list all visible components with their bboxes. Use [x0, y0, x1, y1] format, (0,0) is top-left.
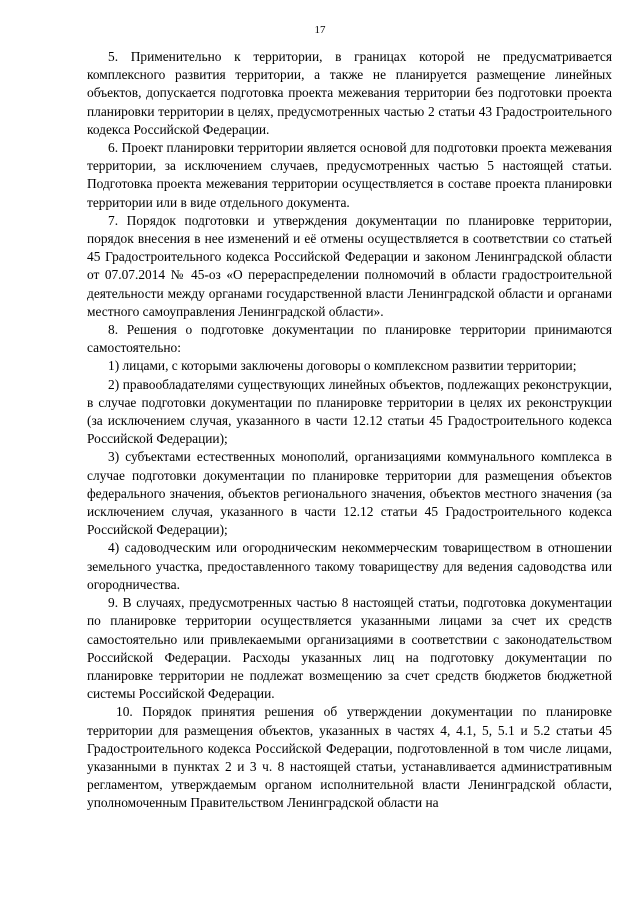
list-item-8-4: 4) садоводческим или огородническим некоммерческим товариществом в отношении земельного участка, предоставленного такому товариществу для ведения садоводства или огородничества.: [87, 540, 612, 592]
paragraph-7: 7. Порядок подготовки и утверждения документации по планировке территории, порядок внесения в нее изменений и её отмены осуществляется в соответствии со статьей 45 Градостроительного кодекса Российской Федерации и законом Ленинградской области от 07.07.2014 № 45-оз «О перераспределении полномочий в области градостроительной деятельности между органами государственной власти Ленинградской области и органами местного самоуправления Ленинградской области».: [87, 212, 612, 319]
list-item-8-2: 2) правообладателями существующих линейных объектов, подлежащих реконструкции, в случае подготовки документации по планировке территории в целях их реконструкции (за исключением случая, указанного в части 12.12 статьи 45 Градостроительного кодекса Российской Федерации);: [87, 376, 612, 447]
list-item-8-3: 3) субъектами естественных монополий, организациями коммунального комплекса в случае подготовки документации по планировке территории для размещения объектов федерального значения, объектов регионального значения, объектов местного значения (за исключением случая, указанного в части 12.12 статьи 45 Градостроительного кодекса Российской Федерации);: [87, 449, 612, 538]
page-number: 17: [314, 24, 326, 36]
paragraph-9: 9. В случаях, предусмотренных частью 8 настоящей статьи, подготовка документации по планировке территории осуществляется указанными лицами за счет их средств самостоятельно или привлекаемыми организациями в соответствии с законодательством Российской Федерации. Расходы указанных лиц на подготовку документации по планировке территории не подлежат возмещению за счет средств бюджетов бюджетной системы Российской Федерации.: [87, 595, 612, 702]
paragraph-10: 10. Порядок принятия решения об утверждении документации по планировке территории для размещения объектов, указанных в частях 4, 4.1, 5, 5.1 и 5.2 статьи 45 Градостроительного кодекса Российской Федерации, подготовленной в том числе лицами, указанными в пунктах 2 и 3 ч. 8 настоящей статьи, устанавливается административным регламентом, утверждаемым органом исполнительной власти Ленинградской области, уполномоченным Правительством Ленинградской области на: [87, 704, 612, 811]
paragraph-5: 5. Применительно к территории, в границах которой не предусматривается комплексного развития территории, а также не планируется размещение линейных объектов, допускается подготовка проекта межевания территории без подготовки проекта планировки территории в целях, предусмотренных частью 2 статьи 43 Градостроительного кодекса Российской Федерации.: [87, 49, 612, 137]
paragraph-8: 8. Решения о подготовке документации по планировке территории принимаются самостоятельно:: [87, 322, 612, 356]
document-body: [87, 48, 612, 813]
list-item-8-1: 1) лицами, с которыми заключены договоры о комплексном развитии территории;: [108, 358, 577, 374]
paragraph-6: 6. Проект планировки территории является основой для подготовки проекта межевания территории, за исключением случаев, предусмотренных частью 5 настоящей статьи. Подготовка проекта межевания территории осуществляется в составе проекта планировки территории или в виде отдельного документа.: [87, 140, 612, 210]
